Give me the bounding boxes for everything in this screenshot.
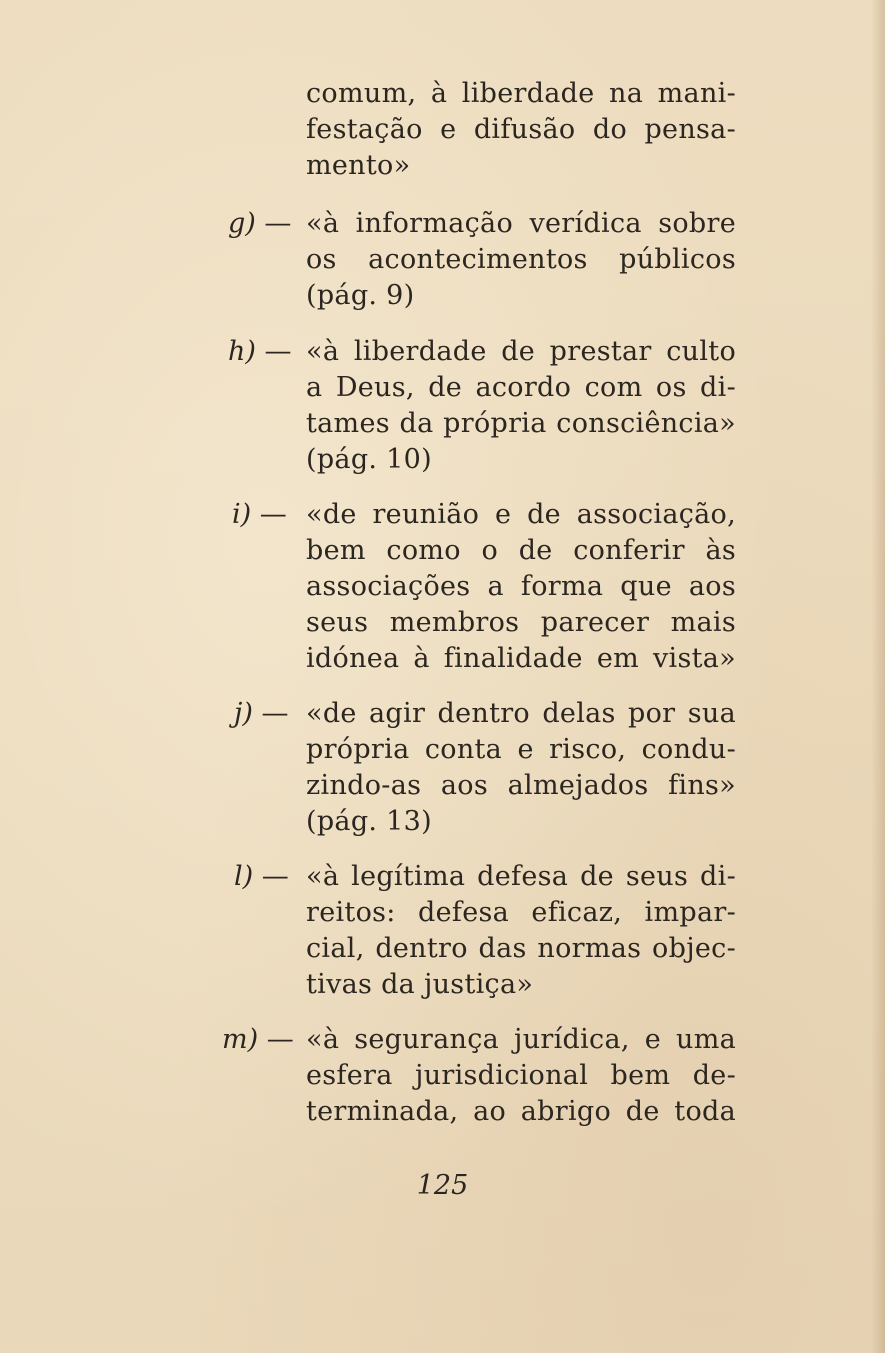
- item-l-line: cial, dentro das normas objec-: [306, 933, 736, 964]
- item-j-line: «de agir dentro delas por sua: [306, 698, 736, 729]
- intro-line: festação e difusão do pensa-: [306, 114, 736, 145]
- item-i-line: bem como o de conferir às: [306, 535, 736, 566]
- item-dash: —: [261, 861, 289, 892]
- item-g-line: (pág. 9): [306, 280, 415, 311]
- item-marker-h: [228, 334, 292, 370]
- item-j-line: própria conta e risco, condu-: [306, 734, 736, 765]
- item-g-line: os acontecimentos públicos: [306, 244, 736, 275]
- item-j-line: (pág. 13): [306, 806, 432, 837]
- item-l-line: tivas da justiça»: [306, 969, 534, 1000]
- item-g-line: «à informação verídica sobre: [306, 208, 736, 239]
- item-m-line: esfera jurisdicional bem de-: [306, 1060, 736, 1091]
- item-h-line: a Deus, de acordo com os di-: [306, 372, 736, 403]
- item-letter: j): [234, 698, 253, 729]
- item-dash: —: [264, 208, 292, 239]
- item-letter: g): [228, 208, 256, 239]
- item-letter: m): [222, 1024, 259, 1055]
- intro-line: mento»: [306, 150, 411, 181]
- item-dash: —: [259, 499, 287, 530]
- item-letter: h): [228, 336, 256, 367]
- item-dash: —: [261, 698, 289, 729]
- item-m-line: «à segurança jurídica, e uma: [306, 1024, 736, 1055]
- item-dash: —: [264, 336, 292, 367]
- item-i-line: seus membros parecer mais: [306, 607, 736, 638]
- item-dash: —: [266, 1024, 294, 1055]
- item-marker-i: [232, 497, 287, 533]
- intro-line: comum, à liberdade na mani-: [306, 78, 736, 109]
- item-marker-j: [234, 696, 289, 732]
- item-j-line: zindo-as aos almejados fins»: [306, 770, 736, 801]
- item-marker-m: [222, 1022, 294, 1058]
- page-edge-shadow: [871, 0, 885, 1353]
- item-letter: l): [234, 861, 254, 892]
- item-l-line: reitos: defesa eficaz, impar-: [306, 897, 736, 928]
- item-h-line: «à liberdade de prestar culto: [306, 336, 736, 367]
- item-h-line: (pág. 10): [306, 444, 432, 475]
- item-h-line: tames da própria consciência»: [306, 408, 736, 439]
- page-number: 125: [416, 1170, 469, 1201]
- item-letter: i): [232, 499, 252, 530]
- item-i-line: idónea à finalidade em vista»: [306, 643, 736, 674]
- item-marker-l: [234, 859, 289, 895]
- item-i-line: associações a forma que aos: [306, 571, 736, 602]
- item-m-line: terminada, ao abrigo de toda: [306, 1096, 736, 1127]
- item-l-line: «à legítima defesa de seus di-: [306, 861, 736, 892]
- item-i-line: «de reunião e de associação,: [306, 499, 736, 530]
- item-marker-g: [228, 206, 291, 242]
